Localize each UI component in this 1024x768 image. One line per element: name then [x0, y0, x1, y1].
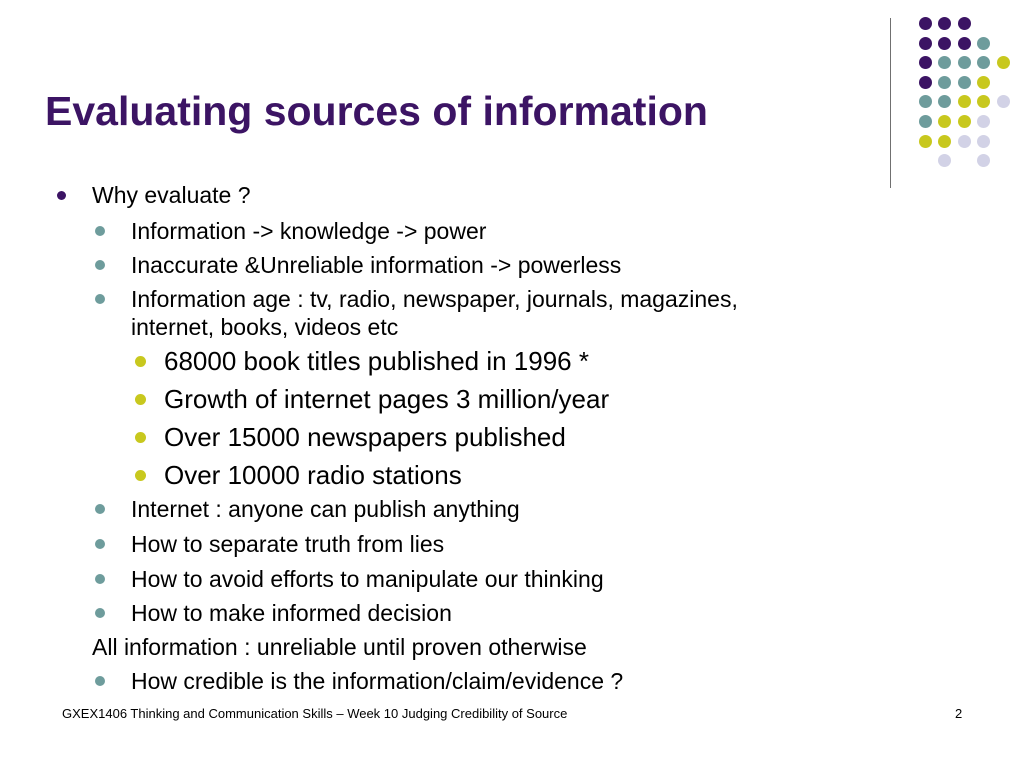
bullet-marker-level-2 — [95, 574, 105, 584]
bullet-text-level-1: All information : unreliable until proven otherwise — [92, 634, 587, 660]
bullet-text-level-2: Internet : anyone can publish anything — [131, 496, 520, 522]
bullet-text-level-3: Growth of internet pages 3 million/year — [164, 384, 610, 414]
bullet-text-level-2: How to make informed decision — [131, 600, 452, 626]
bullet-marker-level-2 — [95, 260, 105, 270]
bullet-text-level-3: 68000 book titles published in 1996 * — [164, 346, 589, 376]
bullet-marker-level-2 — [95, 294, 105, 304]
bullet-text-level-2: Inaccurate &Unreliable information -> powerless — [131, 252, 622, 278]
bullet-text-level-3: Over 10000 radio stations — [164, 460, 462, 490]
bullet-marker-level-3 — [135, 470, 146, 481]
bullet-marker-level-3 — [135, 356, 146, 367]
bullet-marker-level-2 — [95, 608, 105, 618]
bullet-marker-level-2 — [95, 539, 105, 549]
bullet-marker-level-2 — [95, 226, 105, 236]
bullet-text-level-2: How credible is the information/claim/evidence ? — [131, 668, 624, 694]
slide-footer: GXEX1406 Thinking and Communication Skills – Week 10 Judging Credibility of Source — [62, 706, 568, 721]
bullet-marker-level-2 — [95, 504, 105, 514]
bullet-text-continuation: internet, books, videos etc — [131, 314, 399, 340]
bullet-marker-level-3 — [135, 432, 146, 443]
bullet-text-level-2: How to separate truth from lies — [131, 531, 445, 557]
bullet-text-level-1: Why evaluate ? — [92, 182, 251, 208]
bullet-marker-level-2 — [95, 676, 105, 686]
bullet-text-level-3: Over 15000 newspapers published — [164, 422, 566, 452]
bullet-marker-level-1 — [57, 191, 66, 200]
bullet-text-level-2: Information age : tv, radio, newspaper, journals, magazines, — [131, 286, 738, 312]
bullet-text-level-2: Information -> knowledge -> power — [131, 218, 487, 244]
bullet-text-level-2: How to avoid efforts to manipulate our thinking — [131, 566, 604, 592]
bullet-marker-level-3 — [135, 394, 146, 405]
page-number: 2 — [955, 706, 963, 721]
slide-title: Evaluating sources of information — [45, 88, 708, 134]
